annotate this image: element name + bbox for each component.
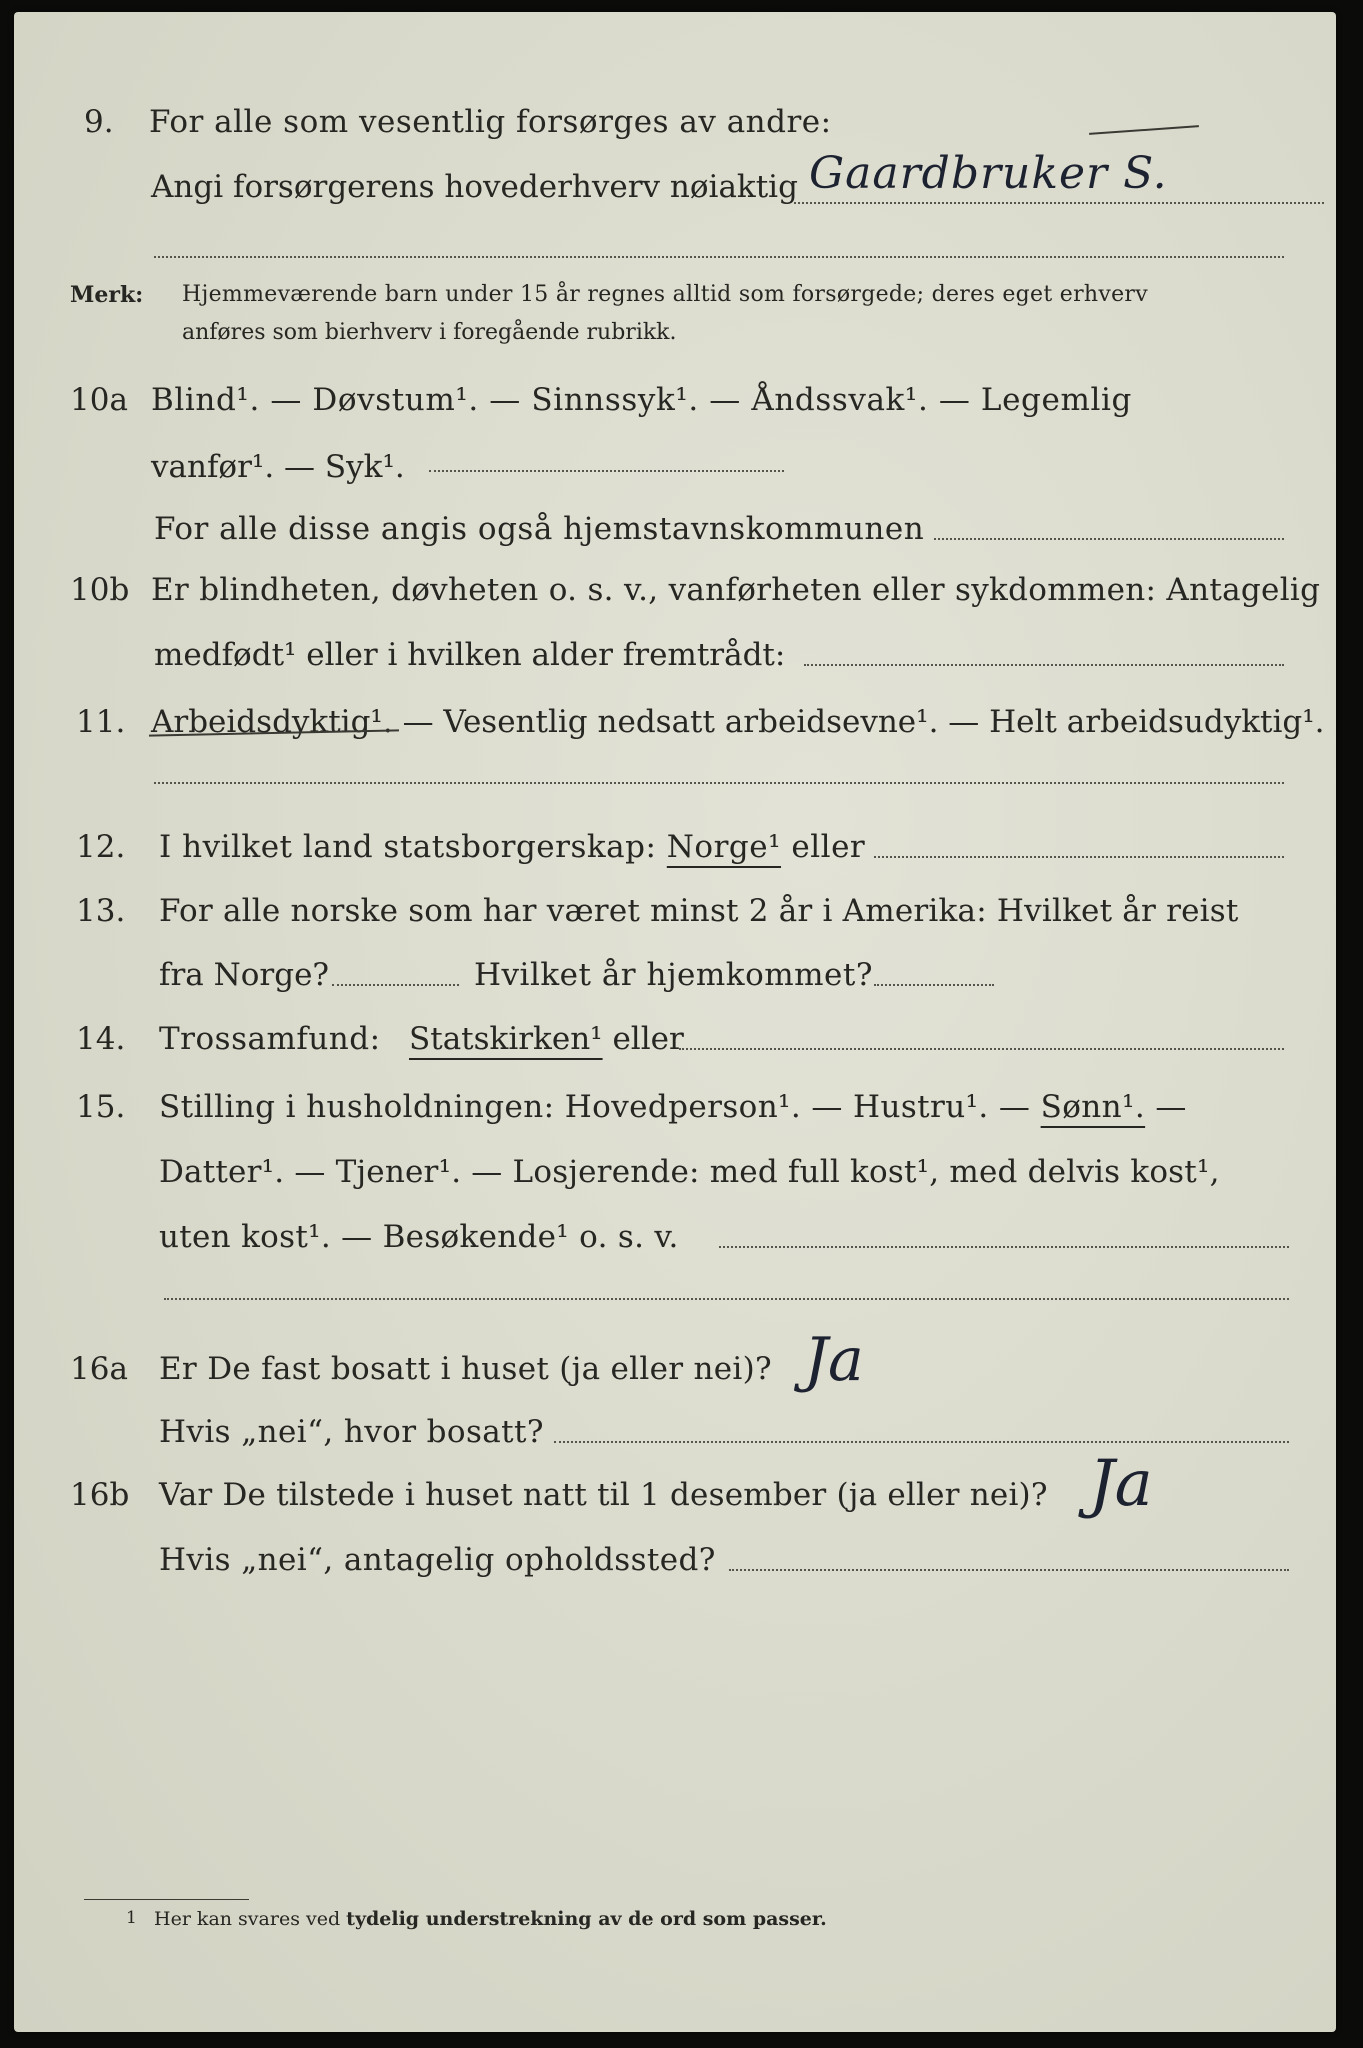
merk-label: Merk: <box>70 282 144 308</box>
q16a-line2: Hvis „nei“, hvor bosatt? <box>159 1414 544 1450</box>
q10a-number: 10a <box>70 382 128 418</box>
q14-option-statskirken: Statskirken¹ <box>409 1021 603 1057</box>
q15-line1 <box>159 1089 1187 1125</box>
q13-line1: For alle norske som har været minst 2 år i Amerika: Hvilket år reist <box>159 893 1239 929</box>
q15-option-sonn: Sønn¹. <box>1040 1089 1146 1125</box>
footnote-mark: 1 <box>126 1908 137 1928</box>
q14-number: 14. <box>76 1021 126 1057</box>
footnote-bold: tydelig understrekning av de ord som passer. <box>346 1908 827 1930</box>
q15-blank-line <box>164 1298 1289 1300</box>
q10b-answer-line <box>804 664 1284 666</box>
q9-line2: Angi forsørgerens hovederhverv nøiaktig <box>151 169 798 205</box>
q9-pen-stroke <box>1089 125 1199 135</box>
q15-answer-line <box>719 1246 1289 1248</box>
q11-number: 11. <box>76 704 126 740</box>
q13-line2a: fra Norge? <box>159 957 330 993</box>
q15-number: 15. <box>76 1089 126 1125</box>
q13-hjemkommet-line <box>874 984 994 986</box>
q15-line3: uten kost¹. — Besøkende¹ o. s. v. <box>159 1219 679 1255</box>
merk-line1: Hjemmeværende barn under 15 år regnes alltid som forsørgede; deres eget erhverv <box>182 282 1148 307</box>
q16b-handwritten-answer: Ja <box>1089 1447 1153 1521</box>
q14-pre: Trossamfund: <box>159 1021 381 1057</box>
census-form-page <box>14 12 1336 2032</box>
q9-number: 9. <box>84 104 114 140</box>
q13-number: 13. <box>76 893 126 929</box>
q9-answer-line <box>794 202 1324 204</box>
q11-line <box>151 704 1325 740</box>
q16b-number: 16b <box>70 1477 130 1513</box>
q16a-answer-line <box>554 1441 1289 1443</box>
q9-handwritten-answer: Gaardbruker S. <box>809 148 1168 199</box>
q16a-line1: Er De fast bosatt i huset (ja eller nei)? <box>159 1351 772 1387</box>
q10a-answer-line <box>429 470 784 472</box>
q12-line <box>159 829 866 865</box>
q16b-line2: Hvis „nei“, antagelig opholdssted? <box>159 1542 716 1578</box>
q12-pre: I hvilket land statsborgerskap: <box>159 829 657 865</box>
q15-line1-post: — <box>1155 1089 1187 1125</box>
q15-line2: Datter¹. — Tjener¹. — Losjerende: med full kost¹, med delvis kost¹, <box>159 1154 1220 1190</box>
q11-blank-line <box>154 782 1284 784</box>
merk-line2: anføres som bierhverv i foregående rubrikk. <box>182 320 677 345</box>
q10b-line1: Er blindheten, døvheten o. s. v., vanførheten eller sykdommen: Antagelig <box>151 572 1321 608</box>
q14-opt-line <box>409 1021 684 1057</box>
q10a-line2: vanfør¹. — Syk¹. <box>151 449 405 485</box>
footnote-text <box>154 1910 827 1929</box>
q16b-line1: Var De tilstede i huset natt til 1 desember (ja eller nei)? <box>159 1477 1048 1513</box>
q16b-answer-line <box>729 1569 1289 1571</box>
q11-rest: — Vesentlig nedsatt arbeidsevne¹. — Helt arbeidsudyktig¹. <box>402 704 1325 740</box>
q10a-line1: Blind¹. — Døvstum¹. — Sinnssyk¹. — Åndssvak¹. — Legemlig <box>151 382 1132 418</box>
q10a-hjemstavn-line <box>934 538 1284 540</box>
q12-option-norge: Norge¹ <box>666 829 782 865</box>
q13-line2b: Hvilket år hjemkommet? <box>474 957 873 993</box>
q10b-number: 10b <box>70 572 130 608</box>
q14-answer-line <box>679 1048 1284 1050</box>
q12-number: 12. <box>76 829 126 865</box>
q14-post: eller <box>612 1021 684 1057</box>
q15-line1-pre: Stilling i husholdningen: Hovedperson¹. — Hustru¹. — <box>159 1089 1031 1125</box>
q12-post: eller <box>791 829 866 865</box>
q11-option-arbeidsdyktig: Arbeidsdyktig¹. <box>151 704 393 740</box>
q16a-handwritten-answer: Ja <box>804 1325 864 1395</box>
q10a-line3: For alle disse angis også hjemstavnskommunen <box>154 511 925 547</box>
q10b-line2: medfødt¹ eller i hvilken alder fremtrådt: <box>154 637 786 673</box>
q16a-number: 16a <box>70 1351 128 1387</box>
footnote-rule <box>84 1899 249 1900</box>
q9-line1: For alle som vesentlig forsørges av andre: <box>149 104 832 140</box>
q13-reist-line <box>332 984 459 986</box>
q9-blank-line <box>154 256 1284 258</box>
q12-answer-line <box>874 856 1284 858</box>
footnote-pre: Her kan svares ved <box>154 1908 341 1930</box>
